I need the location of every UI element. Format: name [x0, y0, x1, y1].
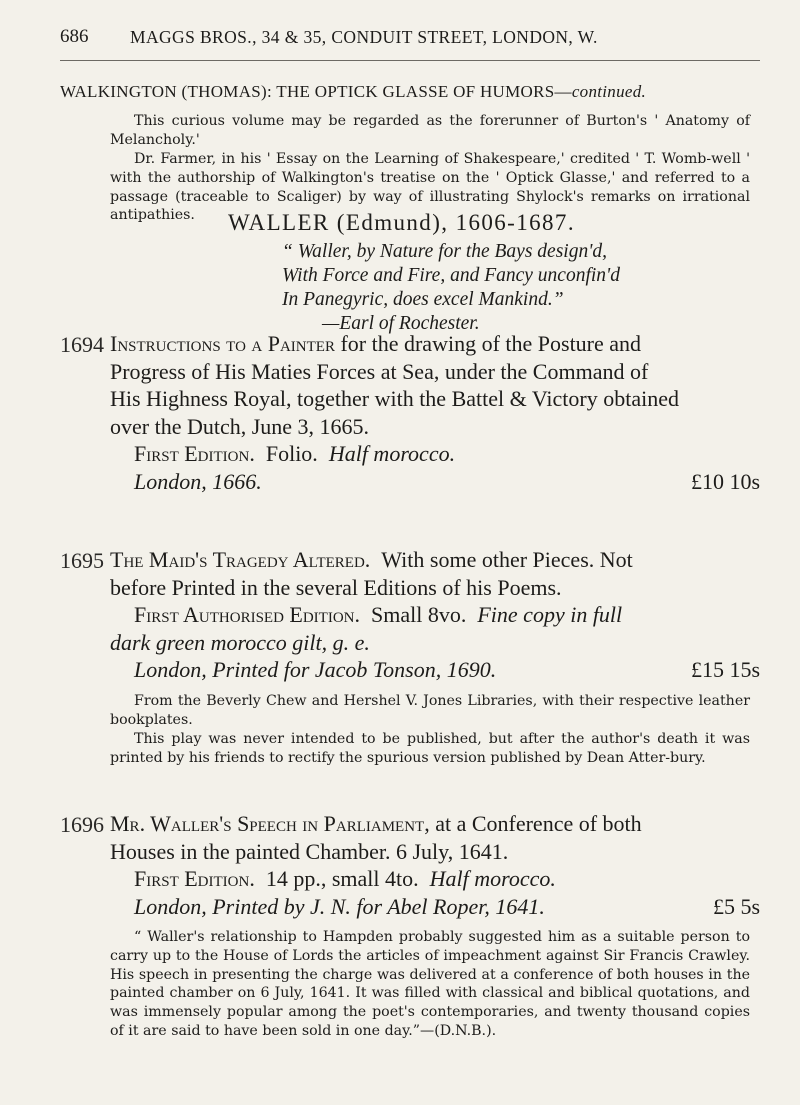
lot-price: £10 10s [690, 468, 760, 494]
lot-edition: First Authorised Edition. [134, 602, 361, 628]
running-head: MAGGS BROS., 34 & 35, CONDUIT STREET, LONDON, W. [130, 27, 598, 47]
lot-title-lead: Mr. Waller's Speech in Parliament, [110, 811, 430, 836]
lot-title-line: With some other Pieces. Not [381, 547, 633, 572]
lot-binding: Half morocco. [429, 866, 556, 892]
page-number: 686 [60, 26, 89, 47]
lot-imprint: London, Printed for Jacob Tonson, 1690. [134, 657, 497, 683]
lot-binding: dark green morocco gilt, g. e. [110, 629, 370, 655]
epigraph [282, 240, 620, 336]
lot-binding: Half morocco. [328, 441, 456, 467]
lot-title-lead: The Maid's Tragedy Altered. [110, 547, 371, 572]
epigraph-attribution: —Earl of Rochester. [322, 313, 480, 334]
lot-title-line: for the drawing of the Posture and [340, 331, 642, 356]
lot-imprint: London, Printed by J. N. for Abel Roper, 1641. [134, 893, 545, 919]
page-header [60, 26, 760, 61]
lot-note: This play was never intended to be published, but after the author's death it was printed by his friends to rectify the spurious version published by Dean Atter-bury. [110, 731, 750, 766]
lot-price: £15 15s [690, 657, 760, 683]
lot-number: 1696 [60, 812, 104, 837]
lot-1695 [110, 546, 760, 684]
section-heading [60, 82, 646, 102]
lot-number: 1694 [60, 332, 104, 357]
lot-1694 [110, 330, 760, 496]
walkington-note-2: Dr. Farmer, in his ' Essay on the Learning of Shakespeare,' credited ' T. Womb-well ' with the authorship of Walkington's treatise on the ' Optick Glasse,' and referred to a passage (traceable to Scaliger) by way of illustrating Shylock's remarks on irrational antipathies. [110, 151, 750, 224]
lot-binding: Fine copy in full [477, 602, 623, 628]
walkington-note-1: This curious volume may be regarded as the forerunner of Burton's ' Anatomy of Melancholy.' [110, 113, 750, 148]
lot-title-line: Progress of His Maties Forces at Sea, under the Command of [110, 358, 649, 384]
lot-edition: First Edition. [134, 441, 255, 467]
lot-price: £5 5s [712, 893, 760, 919]
epigraph-line: “ Waller, by Nature for the Bays design'd, [282, 241, 608, 262]
author-heading: WALLER (Edmund), 1606-1687. [228, 210, 575, 235]
lot-note: “ Waller's relationship to Hampden probably suggested him as a suitable person to carry up to the House of Lords the articles of impeachment against Sir Francis Crawley. His speech in presenting the charge was delivered at a conference of both houses in the painted chamber on 6 July, 1641. It was filled with classical and biblical quotations, and was immensely popular among the poet's contemporaries, and twenty thousand copies of it are said to have been sold in one day.”—(D.N.B.). [110, 929, 750, 1039]
lot-edition: First Edition. [134, 866, 255, 892]
lot-title-line: before Printed in the several Editions of his Poems. [110, 574, 562, 600]
section-heading-continued: continued. [571, 82, 647, 101]
section-heading-text: WALKINGTON (THOMAS): THE OPTICK GLASSE OF HUMORS— [60, 82, 572, 101]
lot-title-line: Houses in the painted Chamber. 6 July, 1641. [110, 838, 509, 864]
epigraph-line: With Force and Fire, and Fancy unconfin'd [282, 265, 620, 286]
lot-note: From the Beverly Chew and Hershel V. Jones Libraries, with their respective leather bookplates. [110, 693, 750, 728]
lot-title-line: His Highness Royal, together with the Battel & Victory obtained [110, 386, 679, 412]
lot-format: 14 pp., small 4to. [265, 866, 419, 892]
lot-format: Small 8vo. [371, 602, 467, 628]
lot-format: Folio. [265, 441, 318, 467]
lot-number: 1695 [60, 548, 104, 573]
lot-imprint: London, 1666. [134, 468, 262, 494]
lot-title-line: at a Conference of both [435, 811, 642, 836]
lot-title-line: over the Dutch, June 3, 1665. [110, 413, 370, 439]
lot-title-lead: Instructions to a Painter [110, 331, 335, 356]
epigraph-line: In Panegyric, does excel Mankind.” [282, 289, 564, 310]
lot-1696 [110, 810, 760, 920]
